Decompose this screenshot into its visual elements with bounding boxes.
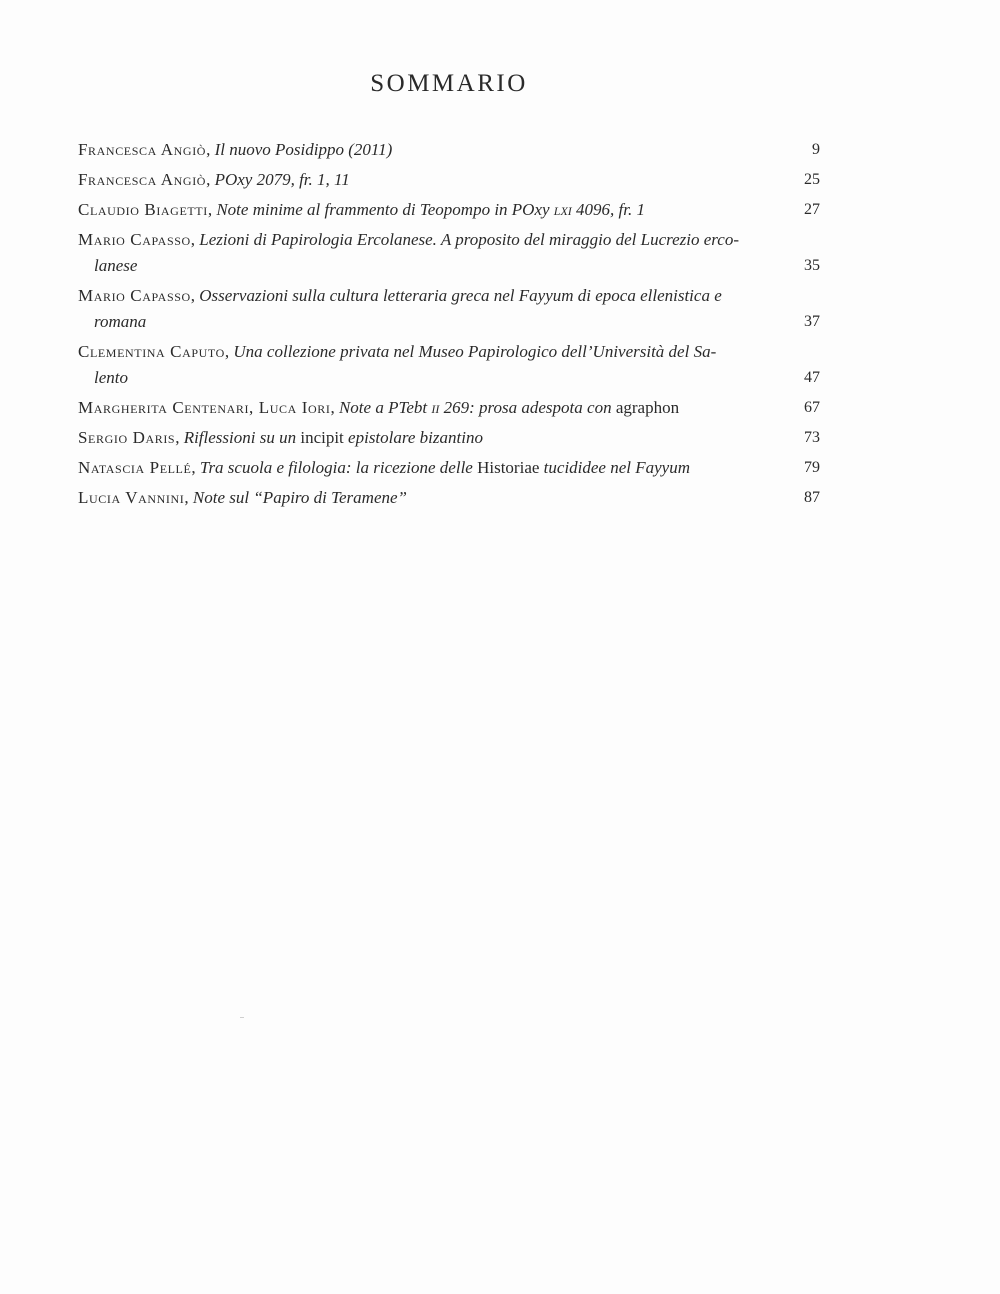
toc-entry[interactable] bbox=[78, 197, 820, 223]
entry-page-number: 25 bbox=[804, 171, 820, 188]
entry-authors: Natascia Pellé bbox=[78, 458, 192, 477]
entry-authors: Clementina Caputo bbox=[78, 342, 225, 361]
toc-entry-text bbox=[78, 283, 778, 335]
toc-entry-text bbox=[78, 197, 778, 223]
entry-title-part: epistolare bizantino bbox=[343, 428, 483, 447]
entry-authors: Margherita Centenari, Luca Iori bbox=[78, 398, 331, 417]
entry-page-number: 73 bbox=[804, 429, 820, 446]
entry-page-number: 35 bbox=[804, 257, 820, 274]
toc-entry[interactable] bbox=[78, 167, 820, 193]
entry-page-number: 79 bbox=[804, 459, 820, 476]
entry-authors: Mario Capasso bbox=[78, 286, 191, 305]
entry-authors: Francesca Angiò bbox=[78, 140, 207, 159]
entry-title: Il nuovo Posidippo (2011) bbox=[214, 140, 393, 159]
entry-title-continuation: romana bbox=[94, 312, 147, 331]
entry-authors: Mario Capasso bbox=[78, 230, 191, 249]
entry-title-volume: lxi bbox=[553, 200, 572, 219]
entry-title-part: Riflessioni su un bbox=[183, 428, 301, 447]
entry-title-part: Tra scuola e filologia: la ricezione delle bbox=[199, 458, 478, 477]
entry-title-part: Note minime al frammento di Teopompo in POxy bbox=[216, 200, 554, 219]
entry-separator: , bbox=[190, 286, 200, 305]
entry-title-continuation: lanese bbox=[94, 256, 138, 275]
toc-entry[interactable] bbox=[78, 283, 820, 335]
entry-authors: Claudio Biagetti bbox=[78, 200, 208, 219]
toc-entry[interactable] bbox=[78, 425, 820, 451]
entry-separator: , bbox=[224, 342, 234, 361]
entry-title-continuation: lento bbox=[94, 368, 128, 387]
entry-separator: , bbox=[184, 488, 193, 507]
toc-entry-text bbox=[78, 137, 778, 163]
entry-separator: , bbox=[207, 200, 217, 219]
entry-separator: , bbox=[191, 458, 200, 477]
toc-entry[interactable] bbox=[78, 137, 820, 163]
entry-authors: Lucia Vannini bbox=[78, 488, 185, 507]
toc-entry-text bbox=[78, 167, 778, 193]
entry-title: Una collezione privata nel Museo Papirologico dell’Università del Sa- bbox=[233, 342, 717, 361]
entry-separator: , bbox=[330, 398, 339, 417]
entry-authors: Sergio Daris bbox=[78, 428, 176, 447]
entry-separator: , bbox=[206, 170, 215, 189]
entry-authors: Francesca Angiò bbox=[78, 170, 207, 189]
toc-entry-text bbox=[78, 425, 778, 451]
toc-entry-text bbox=[78, 455, 778, 481]
entry-title-part: 4096, fr. 1 bbox=[571, 200, 646, 219]
toc-entry[interactable] bbox=[78, 485, 820, 511]
entry-title-part: Note a PTebt bbox=[338, 398, 432, 417]
entry-separator: , bbox=[190, 230, 200, 249]
paper-speck bbox=[240, 1017, 244, 1018]
page-title: SOMMARIO bbox=[370, 70, 528, 97]
toc-entry[interactable] bbox=[78, 455, 820, 481]
entry-separator: , bbox=[206, 140, 215, 159]
entry-page-number: 27 bbox=[804, 201, 820, 218]
entry-title: Note sul “Papiro di Teramene” bbox=[192, 488, 407, 507]
entry-title: Lezioni di Papirologia Ercolanese. A proposito del miraggio del Lucrezio erco- bbox=[199, 230, 739, 249]
toc-entry[interactable] bbox=[78, 395, 820, 421]
entry-title-roman: agraphon bbox=[615, 398, 680, 417]
entry-title-part: 269: prosa adespota con bbox=[439, 398, 616, 417]
entry-page-number: 47 bbox=[804, 369, 820, 386]
toc-entry-text bbox=[78, 339, 778, 391]
toc-entry-text bbox=[78, 227, 778, 279]
entry-page-number: 87 bbox=[804, 489, 820, 506]
entry-separator: , bbox=[175, 428, 184, 447]
entry-page-number: 37 bbox=[804, 313, 820, 330]
entry-title-roman: Historiae bbox=[477, 458, 540, 477]
table-of-contents bbox=[78, 137, 820, 515]
entry-page-number: 9 bbox=[812, 141, 820, 158]
toc-entry[interactable] bbox=[78, 339, 820, 391]
entry-title: POxy 2079, fr. 1, 11 bbox=[214, 170, 350, 189]
toc-entry-text bbox=[78, 485, 778, 511]
entry-title-volume: ii bbox=[431, 398, 440, 417]
entry-title-part: tucididee nel Fayyum bbox=[539, 458, 690, 477]
entry-title: Osservazioni sulla cultura letteraria greca nel Fayyum di epoca ellenistica e bbox=[199, 286, 722, 305]
toc-entry-text bbox=[78, 395, 778, 421]
entry-page-number: 67 bbox=[804, 399, 820, 416]
entry-title-roman: incipit bbox=[300, 428, 344, 447]
toc-entry[interactable] bbox=[78, 227, 820, 279]
